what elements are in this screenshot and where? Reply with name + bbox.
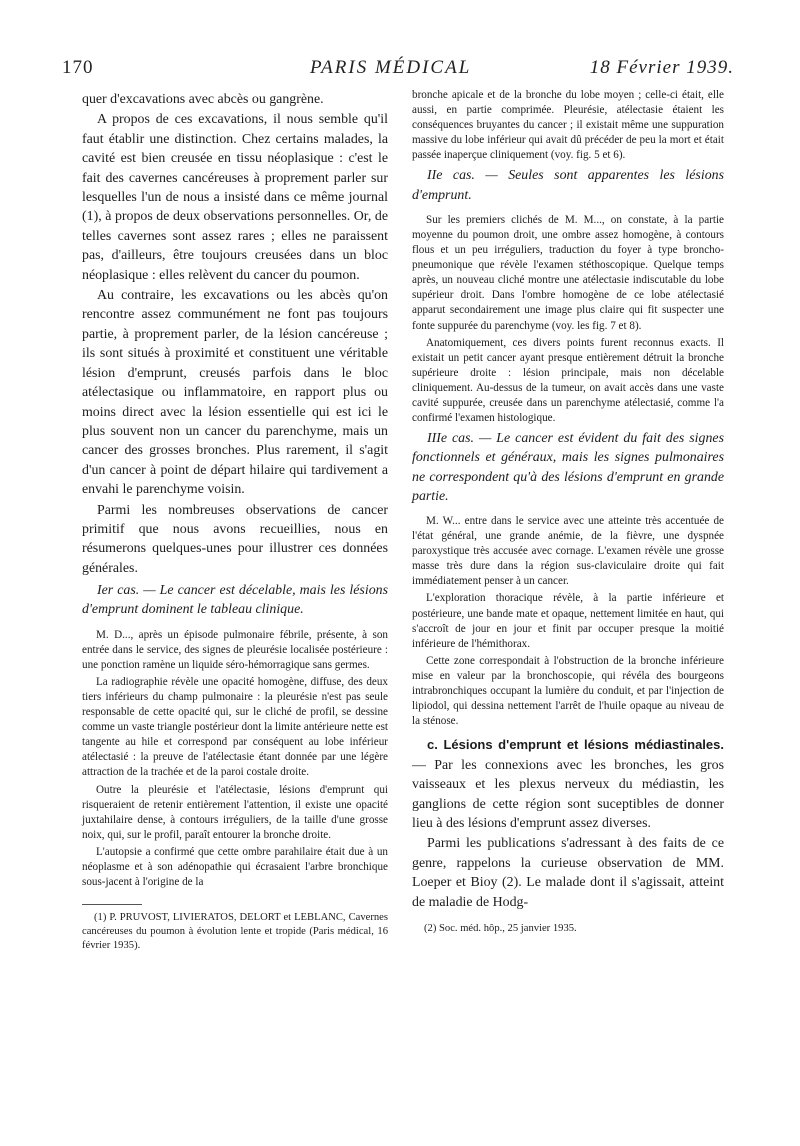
case-1-text-3: Outre la pleurésie et l'atélectasie, lésions d'emprunt qui risqueraient de retenir entièrement l'attention, il existe une opacité juxtahilaire dense, à contours irréguliers, de la taille d'une grosse noix, qui, sur le profil, paraît entourer la bronche droite. (82, 783, 388, 841)
case-2-heading: IIe cas. — Seules sont apparentes les lésions d'emprunt. (412, 168, 724, 203)
footnote-1: (1) P. PRUVOST, LIVIERATOS, DELORT et LEBLANC, Cavernes cancéreuses du poumon à évolution lente et tropide (Paris médical, 16 février 1935). (82, 912, 388, 951)
paragraph-excavations-abscesses: Au contraire, les excavations ou les abcès qu'on rencontre assez communément ne font pas toujours partie, à proprement parler, de la lésion cancéreuse ; ils sont situés à proximité et constituent une véritable lésion d'emprunt, creusés parfois dans le bloc atélectasique ou inflammatoire, en rapport plus ou moins direct avec la lésion essentielle qui est ici le plus souvent non un cancer du parenchyme, mais un cancer des grosses bronches. Plus rarement, il s'agit d'un cancer à point de départ hilaire qui tardivement a envahi le parenchyme voisin. (82, 288, 388, 498)
case-1-text-4: L'autopsie a confirmé que cette ombre parahilaire était due à un néoplasme et à son adénopathie qui écrasaient l'arbre bronchique sous-jacent à l'origine de la (82, 845, 388, 889)
case-3-text-2: L'exploration thoracique révèle, à la partie inférieure et postérieure, une bande mate et opaque, nettement limitée en haut, qui s'accroît de jour en jour et finit par occuper presque la moitié inférieure de l'hémithorax. (412, 592, 724, 650)
running-header (62, 57, 734, 83)
journal-title: PARIS MÉDICAL (310, 57, 472, 78)
case-1-text-1: M. D..., après un épisode pulmonaire fébrile, présente, à son entrée dans le service, des signes de pleurésie localisée postérieure : une ponction ramène un liquide séro-hémorragique sans germes. (82, 628, 388, 671)
case-2-text-2: Anatomiquement, ces divers points furent reconnus exacts. Il existait un petit cancer ayant presque entièrement détruit la bronche supérieure droite : lésion principale, mais non décelable cliniquement. Au-dessus de la tumeur, on avait accès dans une vaste cavité suppurée, creusée dans un parenchyme atélectasié, comme l'a confirmé l'examen histologique. (412, 336, 724, 425)
paragraph-cavities-distinction: A propos de ces excavations, il nous semble qu'il faut établir une distinction. Chez certains malades, la cavité est bien creusée en tissu néoplasique : c'est le fait des cavernes cancéreuses à proprement parler sur lesquelles l'un de nous a insisté dans ce même journal (1), à propos de deux observations personnelles. Or, de telles cavernes sont assez rares ; elles ne paraissent pas, d'ailleurs, être toujours creusées dans un bloc néoplasique : elles relèvent du cancer du poumon. (82, 112, 388, 283)
case-2-text-1: Sur les premiers clichés de M. M..., on constate, à la partie moyenne du poumon droit, une ombre assez homogène, à contours flous et un peu irréguliers, traduction du foyer à type broncho-pneumonique que révèle l'examen stéthoscopique. Quelque temps après, un nouveau cliché montre une atélectasie indiscutable du lobe supérieur droit. Dans l'ombre homogène de ce lobe atélectasié apparut secondairement une image plus claire qui fit suspecter une fonte suppurée du parenchyme (voy. les fig. 7 et 8). (412, 213, 724, 332)
right-column (412, 88, 724, 936)
issue-date: 18 Février 1939. (589, 57, 734, 78)
case-1-heading: Ier cas. — Le cancer est décelable, mais les lésions d'emprunt dominent le tableau clinique. (82, 583, 388, 618)
page-number: 170 (62, 57, 94, 78)
section-c-text: — Par les connexions avec les bronches, les gros vaisseaux et les plexus nerveux du médiastin, les ganglions de cette région sont suceptibles de donner lieu à des lésions d'emprunt assez diverses. (412, 757, 724, 831)
case-3-heading: IIIe cas. — Le cancer est évident du fait des signes fonctionnels et généraux, mais les signes pulmonaires ne correspondent qu'à des lésions d'emprunt en grande partie. (412, 431, 724, 504)
case-1-text-2: La radiographie révèle une opacité homogène, diffuse, des deux tiers inférieurs du champ pulmonaire : la pleurésie n'est pas seule responsable de cette opacité qui, sur le cliché de profil, se dessine comme un vaste triangle postérieur dont la limite antérieure nette est tangente au hile et correspond par conséquent au lobe inférieur atélectasié : la preuve de l'atélectasie étant donnée par une légère attraction de la trachée et de la paroi costale droite. (82, 675, 388, 779)
footnote-2: (2) Soc. méd. hôp., 25 janvier 1935. (424, 922, 577, 934)
footnote-rule (82, 904, 142, 905)
section-c-heading: c. Lésions d'emprunt et lésions médiastinales. (427, 737, 724, 753)
case-3-text-3: Cette zone correspondait à l'obstruction de la bronche inférieure mise en valeur par la bronchoscopie, qui révéla des bourgeons intrabronchiques occupant la lumière du conduit, et par l'injection de lipiodol, qui dessina nettement l'arrêt de l'huile opaque au niveau de la sténose. (412, 654, 724, 728)
case-1-text-continuation: bronche apicale et de la bronche du lobe moyen ; celle-ci était, elle aussi, en partie comprimée. Pleurésie, atélectasie étaient les conséquences bruyantes du cancer ; il existait même une suppuration massive du lobe inférieur qui avait dû précéder de peu la mort et était passée inaperçue cliniquement (voy. fig. 5 et 6). (412, 89, 724, 162)
paragraph-publications: Parmi les publications s'adressant à des faits de ce genre, rappelons la curieuse observation de MM. Loeper et Bioy (2). Le malade dont il s'agissait, atteint de maladie de Hodg- (412, 836, 724, 910)
paragraph-continuation: quer d'excavations avec abcès ou gangrène. (82, 92, 324, 107)
section-c-paragraph (412, 735, 724, 833)
left-column (82, 90, 388, 953)
paragraph-observations-intro: Parmi les nombreuses observations de cancer primitif que nous avons recueillies, nous en résumerons quelques-unes pour illustrer ces données générales. (82, 502, 388, 576)
case-3-text-1: M. W... entre dans le service avec une atteinte très accentuée de l'état général, une grande anémie, de la fièvre, une dyspnée paroxystique très accusée avec cornage. L'examen révèle une grosse masse très dure dans la région sus-claviculaire droite qui fait immédiatement penser à un cancer. (412, 515, 724, 588)
